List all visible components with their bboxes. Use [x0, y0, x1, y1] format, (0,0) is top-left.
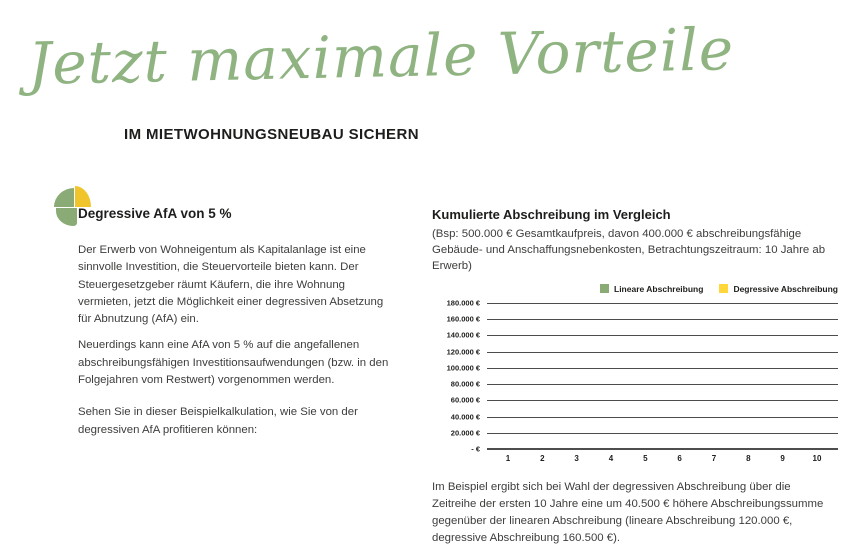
bar-groups	[487, 304, 838, 450]
chart-title: Kumulierte Abschreibung im Vergleich	[432, 207, 671, 222]
x-tick-label: 3	[574, 454, 579, 463]
gridline	[446, 314, 838, 324]
headline-subtitle: IM MIETWOHNUNGSNEUBAU SICHERN	[124, 126, 419, 143]
chart-legend	[432, 283, 838, 294]
intro-paragraph-2: Neuerdings kann eine AfA von 5 % auf die angefallenen abschreibungsfähigen Investitionsaufwendungen (bzw. in den Folgejahren vom Restwert) vorgenommen werden.	[78, 339, 389, 387]
x-tick-label: 7	[711, 454, 717, 463]
gridline	[450, 412, 838, 422]
leaf-petal-yellow-icon	[75, 186, 91, 207]
y-tick-label: - €	[471, 444, 480, 454]
chart	[432, 298, 838, 463]
legend-swatch-linear-icon	[600, 284, 609, 293]
chart-section	[432, 207, 838, 547]
x-tick-label: 1	[505, 454, 511, 463]
x-tick-label: 2	[540, 454, 545, 463]
legend-item-linear	[600, 284, 703, 294]
gridline	[450, 428, 838, 438]
gridline	[446, 330, 838, 340]
section-heading: Degressive AfA von 5 %	[78, 206, 232, 221]
legend-label-linear: Lineare Abschreibung	[614, 283, 704, 294]
x-axis-line	[471, 444, 838, 454]
leaf-petal-green-top-icon	[54, 188, 74, 207]
x-tick-label: 10	[812, 454, 822, 463]
intro-paragraph-1: Der Erwerb von Wohneigentum als Kapitalanlage ist eine sinnvolle Investition, die Steuervorteile bieten kann. Der Steuergesetzgeber räumt Käufern, die ihre Wohnung vermieten, jetzt die Möglichkeit einer degressiven Absetzung für Abnutzung (AfA) ein.	[78, 244, 384, 326]
intro-section	[78, 206, 394, 439]
leaf-petal-green-bottom-icon	[56, 208, 77, 226]
gridline	[446, 347, 838, 357]
legend-item-degressive	[719, 284, 838, 294]
x-tick-label: 9	[780, 454, 785, 463]
y-tick-label: 160.000 €	[446, 314, 480, 324]
y-tick-label: 40.000 €	[450, 412, 480, 422]
gridline	[450, 395, 838, 405]
y-tick-label: 20.000 €	[450, 428, 480, 438]
x-tick-label: 6	[677, 454, 682, 463]
x-tick-label: 8	[746, 454, 751, 463]
y-tick-label: 80.000 €	[450, 379, 480, 389]
y-tick-label: 100.000 €	[446, 363, 480, 373]
y-tick-label: 120.000 €	[446, 347, 480, 357]
chart-subtitle: (Bsp: 500.000 € Gesamtkaufpreis, davon 400.000 € abschreibungsfähige Gebäude- und Anschaffungsnebenkosten, Betrachtungszeitraum: 10 Jahre ab Erwerb)	[432, 228, 826, 272]
legend-swatch-degressive-icon	[719, 284, 728, 293]
chart-x-axis	[487, 454, 838, 463]
gridline	[446, 363, 838, 373]
x-tick-label: 5	[643, 454, 648, 463]
y-tick-label: 180.000 €	[446, 298, 480, 308]
legend-label-degressive: Degressive Abschreibung	[733, 283, 838, 294]
script-headline: Jetzt maximale Vorteile	[27, 15, 735, 98]
intro-paragraph-3: Sehen Sie in dieser Beispielkalkulation, wie Sie von der degressiven AfA profitieren können:	[78, 406, 358, 436]
x-tick-label: 4	[608, 454, 614, 463]
chart-plot	[446, 298, 838, 454]
y-tick-label: 60.000 €	[450, 395, 480, 405]
gridline	[446, 298, 838, 308]
gridline	[450, 379, 838, 389]
chart-footnote: Im Beispiel ergibt sich bei Wahl der degressiven Abschreibung über die Zeitreihe der ersten 10 Jahre eine um 40.500 € höhere Abschreibungssumme gegenüber der linearen Abschreibung (lineare Abschreibung 120.000 €, degressive Abschreibung 160.500 €).	[432, 481, 824, 544]
y-tick-label: 140.000 €	[446, 330, 480, 340]
